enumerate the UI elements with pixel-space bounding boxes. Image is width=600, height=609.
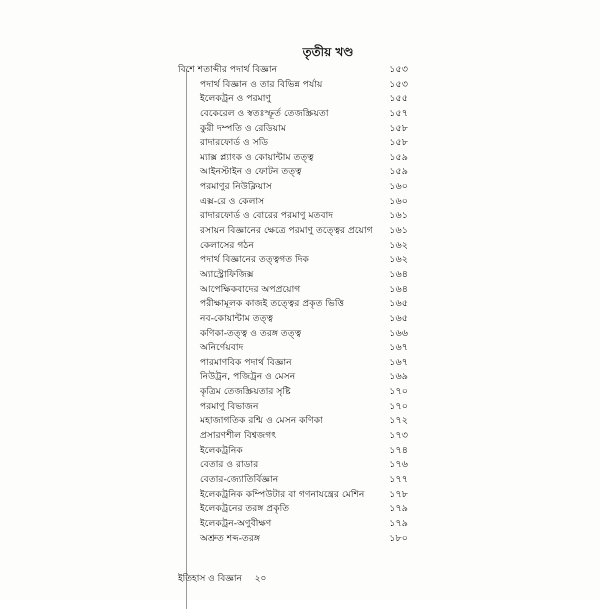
toc-entry: [178, 107, 408, 122]
toc-entry-page: ১৫৮: [389, 137, 408, 149]
toc-entry-title: নিউট্রন, পজিট্রন ও মেসন: [200, 371, 296, 383]
toc-entry-title: এক্স-রে ও কেলাস: [200, 195, 265, 207]
toc-entry-title: ইলেকট্রনিক কম্পিউটার বা গণনাযন্ত্রের মেশিন: [200, 488, 365, 500]
toc-entry-title: পারমাণবিক পদার্থ বিজ্ঞান: [200, 356, 292, 368]
toc-entry: [178, 400, 408, 415]
toc-entry: [178, 356, 408, 371]
toc-entry: [178, 488, 408, 503]
toc-entry: [178, 268, 408, 283]
toc-entry: [178, 165, 408, 180]
toc-entry: [178, 473, 408, 488]
toc-entry-title: বিশে শতাব্দীর পদার্থ বিজ্ঞান: [178, 64, 278, 75]
toc-entry: [178, 312, 408, 327]
toc-entry-title: ইলেকট্রনের তরঙ্গ প্রকৃতি: [200, 503, 290, 515]
toc-entry-page: ১৭৬: [389, 459, 408, 471]
toc-entry: [178, 283, 408, 298]
toc-entry: [178, 327, 408, 342]
toc-entry-page: ১৭৩: [389, 430, 408, 442]
toc-entry-page: ১৫৫: [389, 93, 408, 105]
toc-entry: [178, 224, 408, 239]
toc-entry: [178, 502, 408, 517]
toc-entry-page: ১৫৮: [389, 122, 408, 134]
toc-entry-title: নব-কোয়ান্টাম তত্ত্ব: [200, 312, 274, 324]
toc-entry-page: ১৬৫: [389, 298, 408, 310]
toc-entry-title: বেতার-জ্যোতির্বিজ্ঞান: [200, 473, 279, 485]
toc-entry-page: ১৬৫: [389, 312, 408, 324]
toc-entry-title: ম্যাক্স প্ল্যাংক ও কোয়ান্টাম তত্ত্ব: [200, 151, 314, 163]
toc-entry: [178, 414, 408, 429]
toc-entry-page: ১৬১: [389, 225, 408, 237]
page-footer: [178, 571, 266, 586]
toc-entry-title: অশ্রুত শব্দ-তরঙ্গ: [200, 532, 261, 544]
toc-entry-title: অনির্ণেয়বাদ: [200, 342, 244, 354]
toc-entry-page: ১৬৬: [389, 327, 408, 339]
toc-entry-title: কণিকা-তত্ত্ব ও তরঙ্গ তত্ত্ব: [200, 327, 302, 339]
toc-entry-page: ১৬০: [389, 195, 408, 207]
toc-entry: [178, 209, 408, 224]
toc-entry-page: ১৭২: [389, 415, 408, 427]
toc-entry-page: ১৬৪: [389, 283, 408, 295]
toc-entry: [178, 429, 408, 444]
toc-entry: [178, 180, 408, 195]
toc-entry: [178, 122, 408, 137]
toc-entry: [178, 136, 408, 151]
toc-entry-title: বেতার ও রাডার: [200, 459, 259, 471]
toc-entry-page: ১৭০: [389, 400, 408, 412]
toc-entry: [178, 239, 408, 254]
toc-entry: [178, 532, 408, 547]
toc-entry: [178, 370, 408, 385]
toc-entry-page: ১৫৯: [389, 151, 408, 163]
toc-entry-page: ১৬০: [389, 181, 408, 193]
toc-entry-title: কেলাসের গঠন: [200, 239, 254, 251]
toc-entry-page: ১৬৯: [389, 371, 408, 383]
toc-entry-title: আইনস্টাইন ও ফোটন তত্ত্ব: [200, 166, 302, 178]
toc-entry-page: ১৮০: [389, 532, 408, 544]
toc-entry-page: ১৬২: [389, 254, 408, 266]
footer-page-number: ২০: [254, 574, 267, 584]
toc-entry-title: ইলেকট্রনিক: [200, 444, 243, 456]
toc-entry-page: ১৭৮: [389, 488, 408, 500]
toc-entry-page: ১৫৩: [389, 64, 408, 75]
toc-entry: [178, 341, 408, 356]
toc-entry-title: বেকেরেল ও স্বতঃস্ফূর্ত তেজস্ক্রিয়তা: [200, 107, 329, 119]
toc-entry-title: প্রসারণশীল বিশ্বজগৎ: [200, 430, 277, 442]
toc-entries: [178, 63, 408, 546]
toc-entry-title: পদার্থ বিজ্ঞান ও তার বিভিন্ন পর্যায়: [200, 78, 323, 90]
toc-entry-title: কৃত্রিম তেজস্ক্রিয়তার সৃষ্টি: [200, 386, 291, 398]
table-of-contents: [178, 63, 408, 546]
toc-entry-title: রাদারফোর্ড ও সডি: [200, 137, 269, 149]
toc-entry-page: ১৫৩: [389, 78, 408, 90]
toc-entry-title: রাদারফোর্ড ও বোরের পরমাণু মতবাদ: [200, 210, 334, 222]
toc-entry-page: ১৭৯: [389, 503, 408, 515]
toc-entry: [178, 517, 408, 532]
toc-entry-page: ১৭৭: [389, 473, 408, 485]
toc-entry-title: অ্যাস্ট্রোফিজিক্স: [200, 268, 254, 280]
toc-entry-title: ইলেকট্রন-অণুবীক্ষণ: [200, 517, 272, 529]
toc-entry-page: ১৬৭: [389, 342, 408, 354]
toc-entry: [178, 385, 408, 400]
footer-book-title: ইতিহাস ও বিজ্ঞান: [178, 574, 242, 584]
toc-entry-title: পরমাণুর নিউক্লিয়াস: [200, 181, 272, 193]
toc-entry-title: পদার্থ বিজ্ঞানের তত্ত্বগত দিক: [200, 254, 309, 266]
toc-entry: [178, 297, 408, 312]
toc-entry-title: পরমাণু বিভাজন: [200, 400, 259, 412]
toc-entry: [178, 92, 408, 107]
toc-entry: [178, 195, 408, 210]
section-heading: তৃতীয় খণ্ড: [302, 45, 354, 59]
toc-entry: [178, 444, 408, 459]
toc-entry: [178, 253, 408, 268]
toc-entry-title: ইলেকট্রন ও পরমাণু: [200, 93, 271, 105]
toc-entry-page: ১৫৯: [389, 166, 408, 178]
toc-entry-page: ১৬৪: [389, 268, 408, 280]
toc-entry-title: পরীক্ষামূলক কাজই তত্ত্বের প্রকৃত ভিত্তি: [200, 298, 345, 310]
toc-entry: [178, 458, 408, 473]
toc-entry-page: ১৫৭: [389, 107, 408, 119]
toc-entry-title: রসায়ন বিজ্ঞানের ক্ষেত্রে পরমাণু তত্ত্বের প্রয়োগ: [200, 225, 373, 237]
toc-entry-page: ১৬১: [389, 210, 408, 222]
toc-entry-page: ১৭৪: [389, 444, 408, 456]
toc-entry-title: মহাজাগতিক রশ্মি ও মেসন কণিকা: [200, 415, 323, 427]
toc-entry-page: ১৭০: [389, 386, 408, 398]
toc-entry: [178, 63, 408, 78]
toc-entry-page: ১৬৭: [389, 356, 408, 368]
toc-entry: [178, 78, 408, 93]
toc-entry-page: ১৭৯: [389, 517, 408, 529]
toc-entry-page: ১৬২: [389, 239, 408, 251]
toc-entry-title: কুরী দম্পতি ও রেডিয়াম: [200, 122, 286, 134]
toc-entry-title: আপেক্ষিকবাদের অপপ্রয়োগ: [200, 283, 301, 295]
toc-entry: [178, 151, 408, 166]
